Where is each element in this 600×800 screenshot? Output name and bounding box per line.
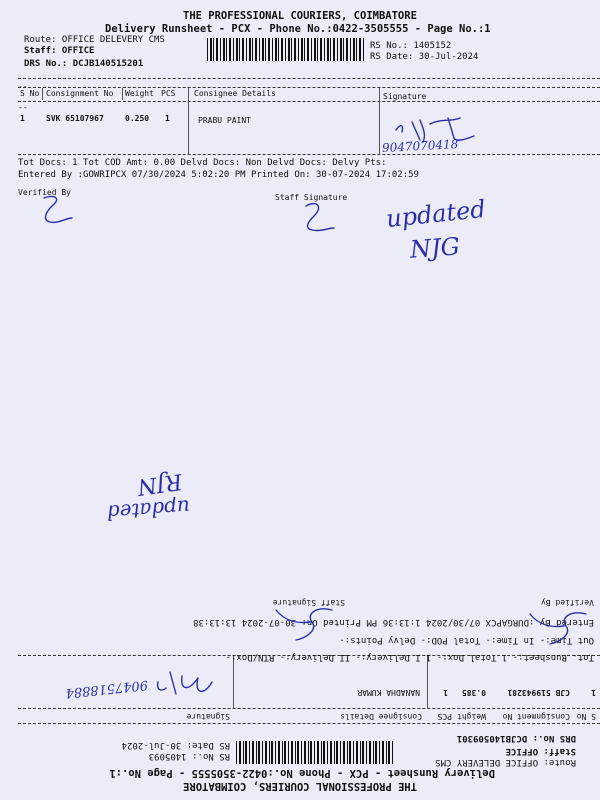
entered-by-line: Entered By :GOWRIPCX 07/30/2024 5:02:20 PM Printed On: 30-07-2024 17:02:59 bbox=[18, 170, 419, 180]
col-rule bbox=[379, 88, 380, 154]
verifier-signature bbox=[520, 606, 590, 650]
dash-mark: -- bbox=[18, 103, 28, 112]
divider bbox=[18, 723, 600, 724]
company-name: THE PROFESSIONAL COURIERS, COIMBATORE bbox=[183, 10, 417, 22]
col-rule bbox=[233, 656, 234, 708]
rs-date: RS Date: 30-Jul-2024 bbox=[370, 52, 479, 62]
header-sno: S No bbox=[20, 89, 40, 98]
route: Route: OFFICE DELEVERY CMS bbox=[435, 757, 576, 767]
row-consignee: PRABU PAINT bbox=[198, 116, 251, 125]
header-consignee: Consignee Details bbox=[340, 712, 422, 721]
handwritten-initials: NJG bbox=[409, 232, 461, 264]
header-consignment: Consignment No bbox=[46, 89, 114, 98]
handwritten-initials: RJN bbox=[135, 468, 184, 499]
row-weight: 0.385 bbox=[461, 688, 486, 697]
header-weight: Weight bbox=[457, 712, 486, 721]
staff-signature bbox=[298, 200, 348, 240]
rs-number: RS No.: 1405093 bbox=[148, 751, 230, 761]
header-pcs: PCS bbox=[161, 89, 176, 98]
row-pcs: 1 bbox=[443, 688, 448, 697]
route: Route: OFFICE DELEVERY CMS bbox=[24, 35, 165, 45]
rs-date: RS Date: 30-Jul-2024 bbox=[121, 740, 230, 750]
row-weight: 0.250 bbox=[125, 114, 150, 123]
header-pcs: PCS bbox=[437, 712, 452, 721]
dash-mark: -- bbox=[18, 82, 28, 91]
verified-by-label: Verified By bbox=[541, 598, 594, 607]
row-consignment: CJB 519943281 bbox=[507, 688, 570, 697]
verified-by-label: Verified By bbox=[18, 188, 71, 197]
drs-number: DRS No.: DCJB140509301 bbox=[456, 733, 576, 743]
header-signature: Signature bbox=[383, 92, 427, 101]
divider bbox=[18, 87, 600, 88]
header-signature: Signature bbox=[186, 712, 230, 721]
header-consignee: Consignee Details bbox=[194, 89, 276, 98]
row-sno: 1 bbox=[591, 688, 596, 697]
divider bbox=[18, 78, 600, 79]
sheet-title: Delivery Runsheet - PCX - Phone No.:0422-3505555 - Page No.:1 bbox=[109, 767, 495, 779]
row-consignee: NANADHA KUMAR bbox=[357, 688, 420, 697]
out-time-line: Out Time:- In Time:- Total POD:- Delvy Points:- bbox=[339, 635, 594, 645]
company-name: THE PROFESSIONAL COURIERS, COIMBATORE bbox=[183, 780, 417, 792]
receiver-phone: 9047070418 bbox=[381, 137, 459, 155]
header-consignment: Consignment No bbox=[502, 712, 570, 721]
col-rule bbox=[42, 88, 43, 100]
header-weight: Weight bbox=[125, 89, 154, 98]
staff-signature-label: Staff Signature bbox=[275, 193, 348, 202]
runsheet-bottom bbox=[0, 400, 600, 800]
col-rule bbox=[122, 88, 123, 100]
col-rule bbox=[427, 656, 428, 708]
totals-line: Tot Docs: 1 Tot COD Amt: 0.00 Delvd Docs: Non Delvd Docs: Delvy Pts: bbox=[18, 158, 387, 168]
barcode bbox=[235, 741, 393, 764]
totals-line: Tot. Runsheet:- 1 Total Dox:- 1 I Delivery:- II Delivery:- RTN/Dox:- bbox=[225, 652, 594, 662]
barcode bbox=[207, 38, 365, 61]
sheet-title: Delivery Runsheet - PCX - Phone No.:0422-3505555 - Page No.:1 bbox=[105, 23, 491, 35]
drs-number: DRS No.: DCJB140515201 bbox=[24, 59, 144, 69]
staff-signature-label: Staff Signature bbox=[272, 598, 345, 607]
staff: Staff: OFFICE bbox=[505, 746, 576, 756]
rs-number: RS No.: 1405152 bbox=[370, 41, 452, 51]
divider bbox=[18, 101, 600, 102]
row-pcs: 1 bbox=[165, 114, 170, 123]
receiver-phone: 9047518884 bbox=[64, 676, 149, 701]
header-sno: S No bbox=[576, 712, 596, 721]
row-consignment: SVK 65107967 bbox=[46, 114, 104, 123]
handwritten-updated: updated bbox=[106, 495, 191, 525]
entered-by-line: Entered By :DURGAPCX 07/30/2024 1:13:36 PM Printed On: 30-07-2024 13:13:38 bbox=[193, 617, 594, 627]
divider bbox=[18, 708, 600, 709]
receiver-signature bbox=[148, 666, 218, 702]
divider bbox=[18, 154, 600, 155]
staff-signature bbox=[266, 602, 336, 646]
handwritten-updated: updated bbox=[384, 194, 487, 234]
col-rule bbox=[188, 88, 189, 154]
verifier-signature bbox=[38, 192, 88, 232]
row-sno: 1 bbox=[20, 114, 25, 123]
staff: Staff: OFFICE bbox=[24, 46, 95, 56]
